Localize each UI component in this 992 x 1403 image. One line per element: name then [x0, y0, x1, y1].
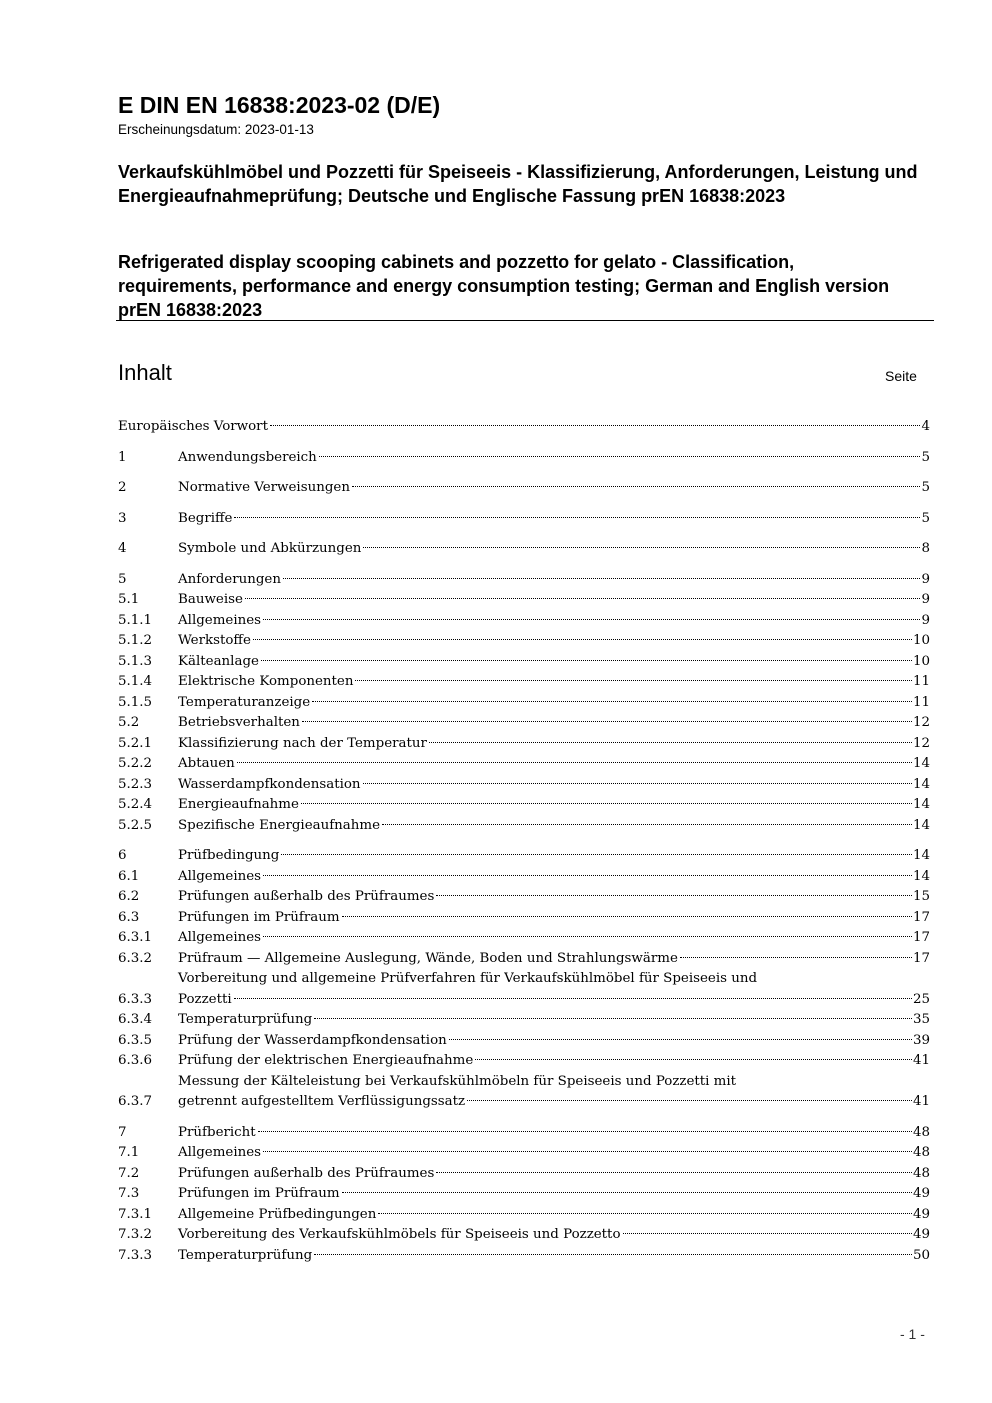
toc-entry-title: Messung der Kälteleistung bei Verkaufskühlmöbeln für Speiseeis und Pozzetti mit: [178, 1073, 737, 1089]
toc-entry-number: 6.3.7: [118, 1094, 153, 1109]
toc-entry[interactable]: [118, 693, 930, 714]
toc-entry-number: 5: [118, 571, 127, 587]
toc-entry[interactable]: [118, 1225, 930, 1246]
dot-leader: [342, 916, 912, 917]
dot-leader: [312, 701, 912, 702]
toc-entry[interactable]: [118, 1246, 930, 1267]
dot-leader: [258, 1131, 912, 1132]
toc-entry-title: Vorbereitung des Verkaufskühlmöbels für Speiseeis und Pozzetto: [178, 1227, 621, 1242]
toc-entry-page: 49: [912, 1186, 930, 1201]
dot-leader: [263, 1151, 912, 1152]
toc-entry-title: Prüfungen im Prüfraum: [178, 909, 340, 925]
dot-leader: [234, 998, 912, 999]
toc-entry[interactable]: [118, 611, 930, 632]
toc-entry[interactable]: [118, 417, 930, 438]
toc-entry[interactable]: [118, 631, 930, 652]
dot-leader: [263, 875, 912, 876]
toc-entry-title: Begriffe: [178, 510, 233, 526]
toc-entry-page: 25: [912, 991, 930, 1007]
toc-entry[interactable]: [118, 928, 930, 949]
toc-entry-number: 5.1.1: [118, 612, 153, 628]
dot-leader: [319, 456, 921, 457]
dot-leader: [283, 578, 920, 579]
toc-entry-title-continued: getrennt aufgestelltem Verflüssigungssatz: [178, 1094, 466, 1109]
toc-entry[interactable]: [118, 775, 930, 796]
toc-entry-page: 14: [912, 817, 930, 833]
toc-entry-title: Kälteanlage: [178, 653, 259, 669]
toc-entry-number: 5.1.3: [118, 653, 153, 669]
toc-entry-page: 48: [912, 1165, 930, 1181]
toc-entry-page: 10: [912, 653, 930, 669]
toc-entry[interactable]: [118, 1143, 930, 1164]
toc-entry-number: 5.2.4: [118, 797, 153, 812]
dot-leader: [475, 1059, 912, 1060]
toc-entry-page: 49: [912, 1227, 930, 1242]
toc-entry[interactable]: [118, 672, 930, 693]
toc-entry-title: Symbole und Abkürzungen: [178, 541, 362, 556]
dot-leader: [355, 680, 911, 681]
toc-entry-page: 9: [921, 612, 930, 628]
toc-entry-page: 39: [912, 1032, 930, 1048]
toc-entry-title-continued: Pozzetti: [178, 991, 232, 1007]
toc-entry-page: 15: [912, 889, 930, 904]
toc-entry-title: Prüfungen außerhalb des Prüfraumes: [178, 1165, 435, 1181]
dot-leader: [623, 1233, 912, 1234]
dot-leader: [352, 486, 921, 487]
dot-leader: [314, 1018, 912, 1019]
toc-entry-number: 7.2: [118, 1165, 140, 1181]
title-german: Verkaufskühlmöbel und Pozzetti für Speiseeis - Klassifizierung, Anforderungen, Leistung und Energieaufnahmeprüfung; Deutsche und Englische Fassung prEN 16838:2023: [118, 162, 918, 206]
toc-entry-number: 6: [118, 848, 127, 863]
toc-entry-number: 6.3.2: [118, 950, 153, 966]
toc-entry[interactable]: [118, 816, 930, 837]
toc-entry[interactable]: [118, 1164, 930, 1185]
toc-entry-number: 6.3.3: [118, 991, 153, 1007]
toc-entry[interactable]: [118, 754, 930, 775]
toc-entry[interactable]: [118, 509, 930, 530]
toc-entry-page: 4: [921, 419, 930, 434]
toc-entry-title: Prüfung der elektrischen Energieaufnahme: [178, 1053, 474, 1068]
toc-entry-title: Prüfungen im Prüfraum: [178, 1186, 340, 1201]
toc-entry[interactable]: [118, 1051, 930, 1072]
toc-entry-page: 17: [912, 930, 930, 945]
toc-entry-page: 14: [912, 868, 930, 884]
toc-entry-number: 5.2.1: [118, 735, 153, 751]
toc-entry-number: 5.2.5: [118, 817, 153, 833]
toc-entry-title: Temperaturprüfung: [178, 1012, 313, 1027]
toc-entry-title: Elektrische Komponenten: [178, 674, 354, 689]
toc-entry[interactable]: [118, 1184, 930, 1205]
toc-entry-page: 5: [921, 510, 930, 526]
toc-entry-number: 6.1: [118, 868, 140, 884]
toc-entry[interactable]: [118, 1031, 930, 1052]
dot-leader: [253, 639, 912, 640]
dot-leader: [429, 742, 912, 743]
toc-entry-title: Normative Verweisungen: [178, 480, 350, 495]
toc-entry-page: 10: [912, 633, 930, 648]
toc-entry-title: Prüfungen außerhalb des Prüfraumes: [178, 889, 435, 904]
toc-entry-title: Allgemeines: [178, 930, 262, 945]
toc-entry[interactable]: [118, 867, 930, 888]
toc-entry-number: 6.3.4: [118, 1012, 153, 1027]
toc-entry[interactable]: [118, 1123, 930, 1144]
toc-entry[interactable]: [118, 713, 930, 734]
toc-entry-number: 5.2.2: [118, 756, 153, 771]
dot-leader: [281, 854, 912, 855]
toc-entry-title: Prüfraum — Allgemeine Auslegung, Wände, Boden und Strahlungswärme: [178, 950, 678, 966]
dot-leader: [436, 1172, 912, 1173]
toc-page-column-heading: Seite: [885, 368, 917, 384]
dot-leader: [449, 1039, 912, 1040]
toc-entry-page: 41: [912, 1094, 930, 1109]
toc-heading: Inhalt: [118, 360, 172, 385]
toc-entry-title: Europäisches Vorwort: [118, 419, 268, 434]
dot-leader: [263, 619, 920, 620]
toc-entry-number: 6.3.1: [118, 930, 153, 945]
toc-entry-title: Energieaufnahme: [178, 797, 299, 812]
toc-entry-page: 14: [912, 797, 930, 812]
toc-entry-title: Allgemeine Prüfbedingungen: [178, 1206, 377, 1222]
title-english: Refrigerated display scooping cabinets and pozzetto for gelato - Classification, requirements, performance and energy consumption testing; German and English version prEN 16838:2023: [118, 252, 890, 320]
document-id: E DIN EN 16838:2023-02 (D/E): [118, 92, 441, 118]
toc-entry-title: Werkstoffe: [178, 633, 251, 648]
toc-entry-title: Bauweise: [178, 592, 243, 607]
toc-entry-number: 6.3.5: [118, 1032, 153, 1048]
toc-entry-number: 5.1.4: [118, 674, 153, 689]
toc-entry-title: Vorbereitung und allgemeine Prüfverfahren für Verkaufskühlmöbel für Speiseeis und: [178, 971, 758, 986]
toc-entry-page: 5: [921, 449, 930, 465]
dot-leader: [302, 721, 912, 722]
toc-entry[interactable]: [118, 1205, 930, 1226]
toc-entry-title: Temperaturprüfung: [178, 1247, 313, 1263]
toc-entry-title: Prüfbericht: [178, 1124, 256, 1140]
toc-entry-page: 9: [921, 592, 930, 607]
dot-leader: [363, 783, 912, 784]
dot-leader: [245, 598, 921, 599]
publication-date: Erscheinungsdatum: 2023-01-13: [118, 122, 314, 137]
toc-entry-page: 17: [912, 950, 930, 966]
dot-leader: [261, 660, 912, 661]
page-number: - 1 -: [900, 1326, 925, 1342]
toc-entry[interactable]: [118, 570, 930, 591]
dot-leader: [363, 547, 920, 548]
toc-entry-page: 12: [912, 735, 930, 751]
dot-leader: [234, 517, 920, 518]
toc-entry-number: 5.2.3: [118, 776, 153, 792]
toc-entry-number: 7.3.1: [118, 1206, 153, 1222]
toc-entry-page: 14: [912, 756, 930, 771]
toc-entry-title: Abtauen: [178, 756, 235, 771]
toc-entry-page: 11: [912, 694, 930, 710]
toc-entry[interactable]: [118, 1072, 930, 1113]
toc-entry[interactable]: [118, 969, 930, 1010]
toc-entry-title: Allgemeines: [178, 1145, 262, 1160]
toc-entry-page: 8: [921, 541, 930, 556]
dot-leader: [314, 1254, 912, 1255]
toc-entry-number: 5.1.2: [118, 633, 153, 648]
toc-entry-page: 14: [912, 848, 930, 863]
toc-entry-title: Allgemeines: [178, 612, 262, 628]
toc-entry[interactable]: [118, 949, 930, 970]
toc-entry-page: 49: [912, 1206, 930, 1222]
toc-entry-title: Wasserdampfkondensation: [178, 776, 361, 792]
toc-entry-number: 6.3.6: [118, 1053, 153, 1068]
toc-entry-title: Temperaturanzeige: [178, 694, 311, 710]
toc-entry-title: Prüfung der Wasserdampfkondensation: [178, 1032, 447, 1048]
toc-entry[interactable]: [118, 795, 930, 816]
toc-entry[interactable]: [118, 478, 930, 499]
toc-entry-title: Allgemeines: [178, 868, 262, 884]
toc-entry-number: 7.3.2: [118, 1227, 153, 1242]
toc-entry-page: 48: [912, 1145, 930, 1160]
toc-entry-title: Anwendungsbereich: [178, 449, 317, 465]
toc-entry-number: 6.3: [118, 909, 140, 925]
toc-entry-number: 5.1: [118, 592, 140, 607]
toc-entry-number: 2: [118, 480, 127, 495]
toc-entry-number: 7.3: [118, 1186, 140, 1201]
toc-entry-number: 1: [118, 449, 127, 465]
dot-leader: [382, 824, 912, 825]
toc-entry[interactable]: [118, 734, 930, 755]
toc-entry[interactable]: [118, 590, 930, 611]
dot-leader: [378, 1213, 912, 1214]
dot-leader: [342, 1192, 912, 1193]
toc-entry[interactable]: [118, 448, 930, 469]
toc-entry[interactable]: [118, 539, 930, 560]
toc-entry-number: 5.2: [118, 715, 140, 730]
dot-leader: [301, 803, 912, 804]
toc-entry-number: 7.3.3: [118, 1247, 153, 1263]
toc-entry[interactable]: [118, 887, 930, 908]
toc-entry-page: 11: [912, 674, 930, 689]
dot-leader: [237, 762, 912, 763]
toc-entry-page: 17: [912, 909, 930, 925]
toc-entry-number: 5.1.5: [118, 694, 153, 710]
toc-entry-page: 41: [912, 1053, 930, 1068]
dot-leader: [263, 936, 912, 937]
toc-entry-number: 7.1: [118, 1145, 140, 1160]
table-of-contents: [118, 417, 930, 1266]
toc-entry[interactable]: [118, 846, 930, 867]
toc-entry-number: 7: [118, 1124, 127, 1140]
toc-entry-page: 35: [912, 1012, 930, 1027]
dot-leader: [436, 895, 912, 896]
toc-entry-page: 50: [912, 1247, 930, 1263]
toc-entry-title: Anforderungen: [178, 571, 281, 587]
dot-leader: [270, 425, 921, 426]
toc-entry-page: 12: [912, 715, 930, 730]
toc-entry-page: 9: [921, 571, 930, 587]
toc-entry-number: 6.2: [118, 889, 140, 904]
dot-leader: [467, 1100, 912, 1101]
toc-entry-title: Klassifizierung nach der Temperatur: [178, 735, 427, 751]
toc-entry-title: Spezifische Energieaufnahme: [178, 817, 381, 833]
toc-entry-page: 14: [912, 776, 930, 792]
toc-entry-number: 3: [118, 510, 127, 526]
toc-entry[interactable]: [118, 908, 930, 929]
toc-entry[interactable]: [118, 652, 930, 673]
toc-entry-title: Betriebsverhalten: [178, 715, 300, 730]
toc-entry-page: 48: [912, 1124, 930, 1140]
toc-entry[interactable]: [118, 1010, 930, 1031]
toc-entry-page: 5: [921, 480, 930, 495]
toc-entry-title: Prüfbedingung: [178, 848, 280, 863]
dot-leader: [680, 957, 912, 958]
toc-entry-number: 4: [118, 541, 127, 556]
title-divider: [116, 320, 934, 321]
